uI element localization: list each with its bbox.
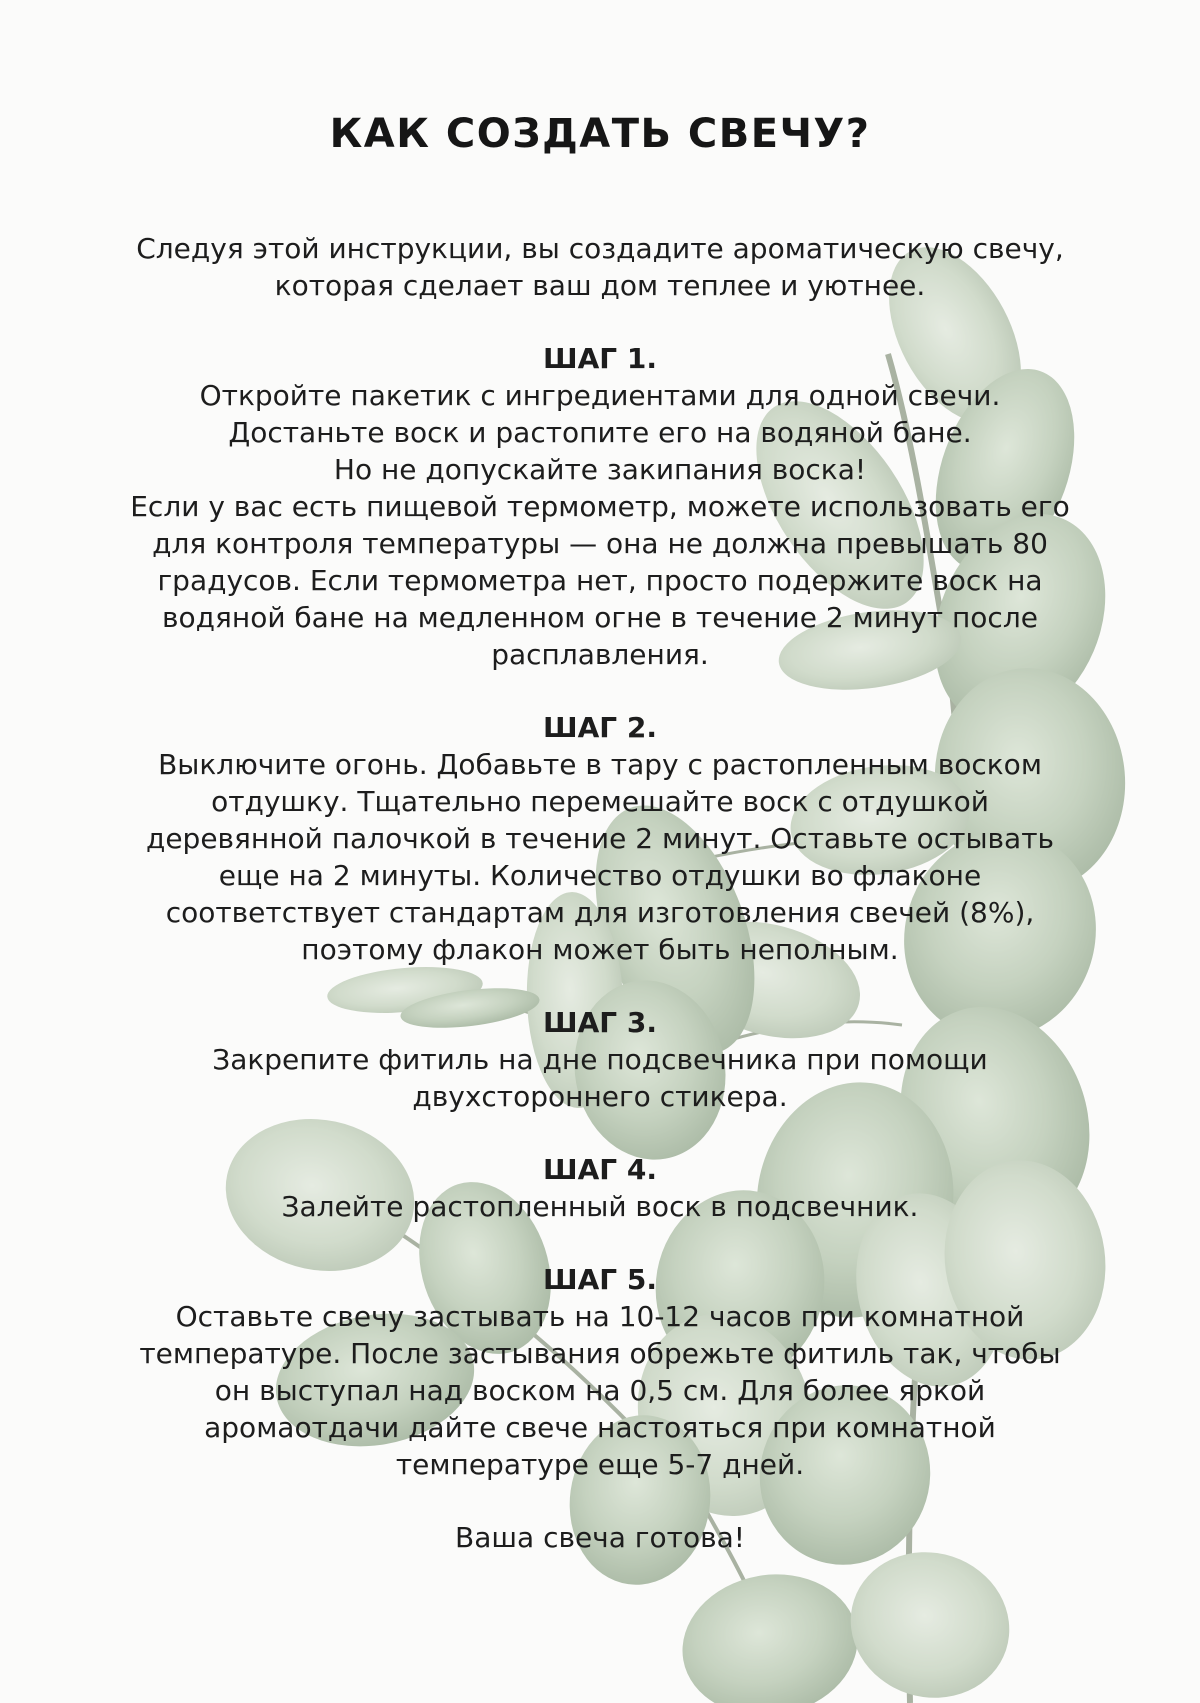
step-4-text: Залейте растопленный воск в подсвечник. (281, 1190, 919, 1223)
step-2-section (60, 709, 1140, 968)
step-2-title: ШАГ 2. (543, 711, 657, 744)
instruction-content (60, 0, 1140, 1556)
step-5-title: ШАГ 5. (543, 1263, 657, 1296)
step-3-section (60, 1004, 1140, 1115)
step-3-text: Закрепите фитиль на дне подсвечника при помощи двухстороннего стикера. (212, 1043, 988, 1113)
step-1-section (60, 340, 1140, 673)
step-5-section (60, 1261, 1140, 1483)
step-3-title: ШАГ 3. (543, 1006, 657, 1039)
step-2-text: Выключите огонь. Добавьте в тару с растопленным воском отдушку. Тщательно перемешайте воск с отдушкой деревянной палочкой в течение 2 минут. Оставьте остывать еще на 2 минуты. Количество отдушки во флаконе соответствует стандартам для изготовления свечей (8%), поэтому флакон может быть неполным. (145, 748, 1055, 966)
step-1-title: ШАГ 1. (543, 342, 657, 375)
step-1-text: Откройте пакетик с ингредиентами для одной свечи. Достаньте воск и растопите его на водяной бане. Но не допускайте закипания воска! Если у вас есть пищевой термометр, можете использовать его для контроля температуры — она не должна превышать 80 градусов. Если термометра нет, просто подержите воск на водяной бане на медленном огне в течение 2 минут после расплавления. (130, 379, 1070, 671)
final-message: Ваша свеча готова! (455, 1521, 745, 1554)
page-title: КАК СОЗДАТЬ СВЕЧУ? (329, 111, 871, 157)
step-4-title: ШАГ 4. (543, 1153, 657, 1186)
step-4-section (60, 1151, 1140, 1225)
intro-text: Следуя этой инструкции, вы создадите ароматическую свечу, которая сделает ваш дом теплее и уютнее. (136, 232, 1064, 302)
step-5-text: Оставьте свечу застывать на 10-12 часов при комнатной температуре. После застывания обрежьте фитиль так, чтобы он выступал над воском на 0,5 см. Для более яркой аромаотдачи дайте свече настояться при комнатной температуре еще 5-7 дней. (139, 1300, 1061, 1481)
